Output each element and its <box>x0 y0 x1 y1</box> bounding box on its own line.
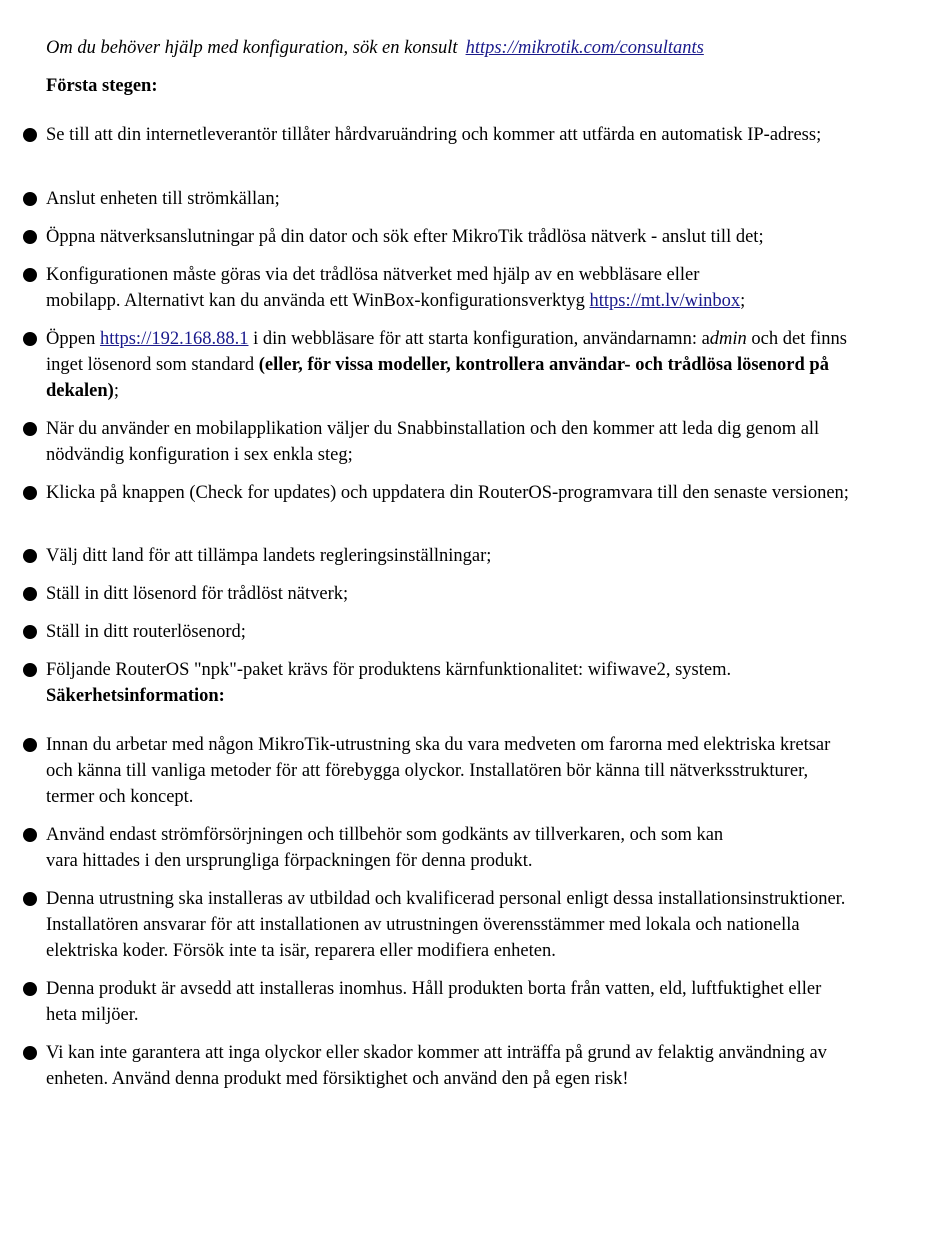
list-item-text: Använd endast strömförsörjningen och tillbehör som godkänts av tillverkaren, och som kan <box>46 825 724 845</box>
list-item <box>46 581 856 607</box>
list-item <box>46 543 856 569</box>
list-item-text: Anslut enheten till strömkällan; <box>46 189 280 209</box>
bullet-icon <box>23 625 37 639</box>
list-item <box>46 326 856 404</box>
consultant-note <box>46 36 704 60</box>
list-item <box>46 122 856 148</box>
bullet-icon <box>23 486 37 500</box>
list-item-text: Öppen <box>46 329 96 349</box>
list-item-text: Denna produkt är avsedd att installeras inomhus. Håll produkten borta från vatten, eld, luftfuktighet eller heta miljöer. <box>46 979 822 1025</box>
list-item-text: När du använder en mobilapplikation väljer du Snabbinstallation och den kommer att leda dig genom all nödvändig konfiguration i sex enkla steg; <box>46 419 820 465</box>
list-item <box>46 224 856 250</box>
list-item-text: Innan du arbetar med någon MikroTik-utrustning ska du vara medveten om farorna med elektriska kretsar och känna till vanliga metoder för att förebygga olyckor. Installatören bör känna till nätverksstrukturer, termer och koncept. <box>46 735 831 807</box>
list-item-text: mobilapp. Alternativt kan du använda ett WinBox-konfigurationsverktyg <box>46 291 585 311</box>
punctuation: ; <box>113 381 119 401</box>
list-item-text: och det finns inget lösenord som standard <box>46 329 847 375</box>
list-item-text-line2 <box>46 288 856 314</box>
list-item <box>46 619 856 645</box>
sticker-note: (eller, för vissa modeller, kontrollera användar- och trådlösa lösenord på dekalen) <box>46 355 829 401</box>
list-item-text: Klicka på knappen (Check for updates) och uppdatera din RouterOS-programvara till den senaste versionen; <box>46 483 849 503</box>
list-item-text: i din webbläsare för att starta konfiguration, användarnamn: a <box>248 329 710 349</box>
list-item <box>46 822 856 874</box>
bullet-icon <box>23 892 37 906</box>
list-item-text: Välj ditt land för att tillämpa landets regleringsinställningar; <box>46 546 492 566</box>
bullet-icon <box>23 422 37 436</box>
bullet-icon <box>23 828 37 842</box>
bullet-icon <box>23 332 37 346</box>
list-item-text: Denna utrustning ska installeras av utbildad och kvalificerad personal enligt dessa installationsinstruktioner. Installatören ansvarar för att installationen av utrustningen överensstämmer med lokala och nationella elektriska koder. Försök inte ta isär, reparera eller modifiera enheten. <box>46 889 846 961</box>
username-emphasis: dmin <box>709 329 747 349</box>
list-item <box>46 262 856 314</box>
bullet-icon <box>23 549 37 563</box>
list-item <box>46 186 856 212</box>
consultant-note-text: Om du behöver hjälp med konfiguration, sök en konsult <box>46 38 458 58</box>
first-steps-heading: Första stegen: <box>46 76 158 96</box>
consultants-link[interactable]: https://mikrotik.com/consultants <box>465 38 704 58</box>
list-item-text: Se till att din internetleverantör tillåter hårdvaruändring och kommer att utfärda en automatisk IP-adress; <box>46 125 822 145</box>
list-item <box>46 657 856 683</box>
list-item-text: Följande RouterOS "npk"-paket krävs för produktens kärnfunktionalitet: wifiwave2, system. <box>46 660 732 680</box>
list-item <box>46 976 856 1028</box>
list-item-text: Ställ in ditt lösenord för trådlöst nätverk; <box>46 584 349 604</box>
list-item <box>46 480 856 506</box>
bullet-icon <box>23 128 37 142</box>
list-item <box>46 1040 856 1092</box>
list-item <box>46 416 856 468</box>
bullet-icon <box>23 268 37 282</box>
list-item-text: Vi kan inte garantera att inga olyckor eller skador kommer att inträffa på grund av felaktig användning av enheten. Använd denna produkt med försiktighet och använd den på egen risk! <box>46 1043 827 1089</box>
winbox-link[interactable]: https://mt.lv/winbox <box>589 291 741 311</box>
bullet-icon <box>23 738 37 752</box>
list-item <box>46 732 856 810</box>
bullet-icon <box>23 192 37 206</box>
bullet-icon <box>23 230 37 244</box>
punctuation: ; <box>740 291 746 311</box>
list-item-text: vara hittades i den ursprungliga förpackningen för denna produkt. <box>46 851 533 871</box>
bullet-icon <box>23 587 37 601</box>
list-item-text: Ställ in ditt routerlösenord; <box>46 622 246 642</box>
bullet-icon <box>23 663 37 677</box>
list-item-text: Öppna nätverksanslutningar på din dator och sök efter MikroTik trådlösa nätverk - anslut till det; <box>46 227 764 247</box>
router-ip-link[interactable]: https://192.168.88.1 <box>99 329 249 349</box>
list-item-text: Konfigurationen måste göras via det trådlösa nätverket med hjälp av en webbläsare eller <box>46 265 700 285</box>
bullet-icon <box>23 1046 37 1060</box>
list-item <box>46 886 856 964</box>
safety-heading: Säkerhetsinformation: <box>46 686 225 706</box>
bullet-icon <box>23 982 37 996</box>
